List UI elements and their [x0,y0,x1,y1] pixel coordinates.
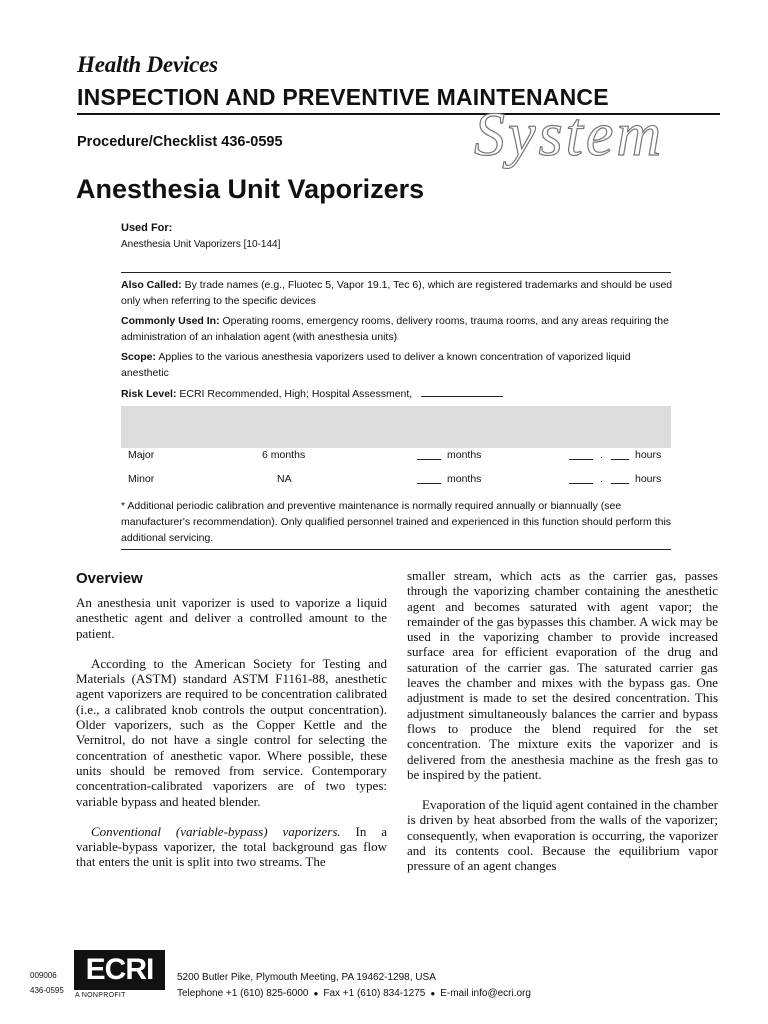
overview-heading: Overview [76,570,143,587]
ecri-logo: ECRI [74,950,165,990]
procedure-code: 436-0595 [30,986,64,995]
info-top-rule [121,272,671,273]
document-number: 009006 [30,971,57,980]
subsection-title: Conventional (variable-bypass) vaporizers. [91,823,341,839]
schedule-interval: 6 months [262,449,306,461]
contact-info [177,970,531,1002]
schedule-footnote: * Additional periodic calibration and preventive maintenance is normally required annually or biannually (see manufacturer's recommendation). Only qualified personnel trained and experienced in this function should perform this additional servicing. [121,500,672,544]
overview-paragraph-4: smaller stream, which acts as the carrier gas, passes through the vaporizing chamber containing the anesthetic agent and becomes saturated with agent vapor; the remainder of the gas bypasses this chamber. A wick may be used in the vaporizing chamber to provide increased surface area for efficient evaporation of the drug and saturation of the carrier gas. The saturated carrier gas leaves the chamber and mixes with the bypass gas. One adjustment is made to set the desired concentration. This adjustment simultaneously balances the carrier and bypass flows to produce the blend required for the set concentration. The mixture exits the vaporizer and is delivered from the anesthesia machine as the fresh gas to be inspired by the patient. [407,568,718,782]
risk-level [121,385,673,402]
info-bottom-rule [121,549,671,550]
risk-level-text: ECRI Recommended, High; Hospital Assessment, [179,388,413,400]
hospital-interval-unit: months [447,473,482,485]
commonly-used-text: Operating rooms, emergency rooms, delivery rooms, trauma rooms, and any areas requiring the administration of an inhalation agent (with anesthesia units) [121,315,669,343]
commonly-used [121,313,673,345]
time-unit: hours [635,449,662,461]
used-for-heading: Used For: [121,222,173,234]
email[interactable]: E-mail info@ecri.org [440,988,531,999]
schedule-header-band [121,406,671,448]
system-watermark: System [474,101,665,169]
time-separator: . [600,473,603,485]
commonly-used-label: Commonly Used In: [121,315,220,327]
overview-paragraph-3 [76,824,387,870]
overview-paragraph-1: An anesthesia unit vaporizer is used to vaporize a liquid anesthetic agent and deliver a controlled amount to the patient. [76,595,387,641]
overview-left-column [76,595,387,870]
also-called-label: Also Called: [121,279,182,291]
schedule-type: Major [128,449,155,461]
overview-paragraph-2: According to the American Society for Testing and Materials (ASTM) standard ASTM F1161-88, anesthetic agent vaporizers are required to be concentration calibrated (i.e., a calibrated knob controls the output concentration). Older vaporizers, such as the Copper Kettle and the Vernitrol, do not have a single control for selecting the concentration of anesthetic vapor. Where possible, these units should be removed from service. Contemporary concentration-calibrated vaporizers are of two types: variable bypass and heated blender. [76,655,387,809]
also-called-text: By trade names (e.g., Fluotec 5, Vapor 19.1, Tec 6), which are registered trademarks and should be used only when referring to the specific devices [121,279,673,307]
telephone: Telephone +1 (610) 825-6000 [177,988,309,999]
time-unit: hours [635,473,662,485]
risk-level-label: Risk Level: [121,388,177,400]
hospital-interval-unit: months [447,449,482,461]
logo-tagline: A NONPROFIT [75,992,126,999]
subsection-text: In a variable-bypass vaporizer, the total background gas flow that enters the unit is split into two streams. The [76,823,387,870]
contact-line [177,986,531,1002]
overview-paragraph-5: Evaporation of the liquid agent contained in the chamber is driven by heat absorbed from the walls of the vaporizer; consequently, when evaporation is occurring, the vaporizer and its contents cool. Because the equilibrium vapor pressure of an agent changes [407,797,719,874]
schedule-row-minor [121,473,671,489]
fax: Fax +1 (610) 834-1275 [323,988,426,999]
scope-text: Applies to the various anesthesia vaporizers used to deliver a known concentration of vaporized liquid anesthetic [121,351,631,379]
schedule-interval: NA [277,473,292,485]
device-info [121,277,673,406]
bullet-icon: ● [430,989,436,998]
system-title: INSPECTION AND PREVENTIVE MAINTENANCE [77,84,609,110]
schedule-type: Minor [128,473,155,485]
time-separator: . [600,449,603,461]
page-title: Anesthesia Unit Vaporizers [76,174,425,204]
risk-assessment-blank[interactable] [421,385,503,397]
brand-title: Health Devices [77,52,218,77]
bullet-icon: ● [313,989,319,998]
also-called [121,277,673,309]
overview-right-column [407,568,718,874]
address: 5200 Butler Pike, Plymouth Meeting, PA 19462-1298, USA [177,972,436,983]
scope [121,349,673,381]
procedure-number: Procedure/Checklist 436-0595 [77,134,283,150]
scope-label: Scope: [121,351,157,363]
schedule-row-major [121,449,671,465]
used-for-value: Anesthesia Unit Vaporizers [10-144] [121,239,281,250]
